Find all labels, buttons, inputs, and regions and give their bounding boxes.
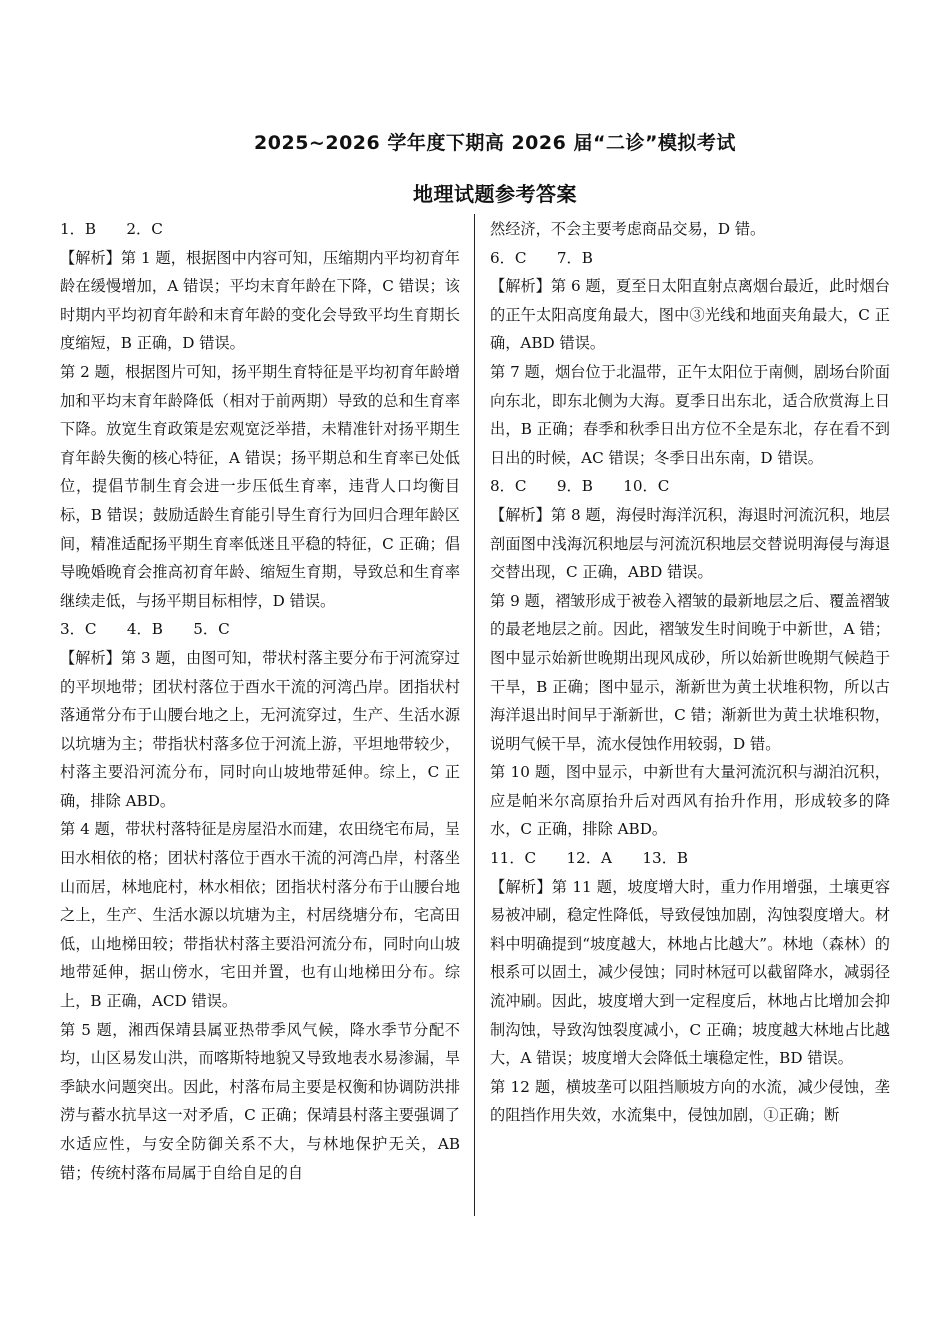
paragraph: 第 5 题，湘西保靖县属亚热带季风气候，降水季节分配不均，山区易发山洪，而喀斯特地貌又导致地表水易渗漏，旱季缺水问题突出。因此，村落布局主要是权衡和协调防洪排涝与蓄水抗旱这一对矛盾，C 正确；保靖县村落主要强调了水适应性，与安全防御关系不大，与林地保护无关，AB 错；传统村落布局属于自给自足的自: [60, 1020, 460, 1182]
paragraph: 【解析】第 6 题，夏至日太阳直射点离烟台最近，此时烟台的正午太阳高度角最大，图中③光线和地面夹角最大，C 正确，ABD 错误。: [490, 277, 890, 353]
right-column: [490, 215, 890, 1130]
answer-line: 11．C 12．A 13．B: [490, 849, 689, 868]
paragraph: 然经济，不会主要考虑商品交易，D 错。: [490, 220, 766, 238]
paragraph: 【解析】第 11 题，坡度增大时，重力作用增强，土壤更容易被冲刷，稳定性降低，导致侵蚀加剧，沟蚀裂度增大。材料中明确提到“坡度越大，林地占比越大”。林地（森林）的根系可以固土，减少侵蚀；同时林冠可以截留降水，减弱径流冲刷。因此，坡度增大到一定程度后，林地占比增加会抑制沟蚀，导致沟蚀裂度减小，C 正确；坡度越大林地占比越大，A 错误；坡度增大会降低土壤稳定性，BD 错误。: [490, 877, 890, 1068]
paragraph: 【解析】第 8 题，海侵时海洋沉积，海退时河流沉积，地层剖面图中浅海沉积地层与河流沉积地层交替说明海侵与海退交替出现，C 正确，ABD 错误。: [490, 505, 890, 582]
paragraph: 第 12 题，横坡垄可以阻挡顺坡方向的水流，减少侵蚀，垄的阻挡作用失效，水流集中，侵蚀加剧，①正确；断: [490, 1077, 890, 1125]
answer-line: 6．C 7．B: [490, 248, 593, 267]
paragraph: 第 7 题，烟台位于北温带，正午太阳位于南侧，剧场台阶面向东北，即东北侧为大海。夏季日出东北，适合欣赏海上日出，B 正确；春季和秋季日出方位不全是东北，存在看不到日出的时候，AC 错误；冬季日出东南，D 错误。: [490, 362, 890, 467]
paragraph: 第 2 题，根据图片可知，扬平期生育特征是平均初育年龄增加和平均末育年龄降低（相对于前两期）导致的总和生育率下降。放宽生育政策是宏观宽泛举措，未精准针对扬平期生育年龄失衡的核心特征，A 错误；扬平期总和生育率已处低位，提倡节制生育会进一步压低生育率，违背人口均衡目标，B 错误；鼓励适龄生育能引导生育行为回归合理年龄区间，精准适配扬平期生育率低迷且平稳的特征，C 正确；倡导晚婚晚育会推高初育年龄、缩短生育期，导致总和生育率继续走低，与扬平期目标相悖，D 错误。: [60, 362, 460, 610]
answer-line: 1．B 2．C: [60, 220, 163, 238]
answer-line: 3．C 4．B 5．C: [60, 620, 230, 639]
paragraph: 【解析】第 3 题，由图可知，带状村落主要分布于河流穿过的平坝地带；团状村落位于酉水干流的河湾凸岸。团指状村落通常分布于山腰台地之上，无河流穿过，生产、生活水源以坑塘为主；带指状村落多位于河流上游，平坦地带较少，村落主要沿河流分布，同时向山坡地带延伸。综上，C 正确，排除 ABD。: [60, 648, 460, 810]
column-divider: [474, 214, 475, 1216]
answer-line: 8．C 9．B 10．C: [490, 477, 670, 496]
left-column: [60, 215, 460, 1187]
page-title: 2025~2026 学年度下期高 2026 届“二诊”模拟考试: [254, 132, 736, 154]
paragraph: 第 10 题，图中显示，中新世有大量河流沉积与湖泊沉积，应是帕米尔高原抬升后对西风有抬升作用，形成较多的降水，C 正确，排除 ABD。: [490, 763, 890, 839]
paragraph: 第 9 题，褶皱形成于被卷入褶皱的最新地层之后、覆盖褶皱的最老地层之前。因此，褶皱发生时间晚于中新世，A 错；图中显示始新世晚期出现风成砂，所以始新世晚期气候趋于干旱，B 正确；图中显示，渐新世为黄土状堆积物，所以古海洋退出时间早于渐新世，C 错；渐新世为黄土状堆积物，说明气候干旱，流水侵蚀作用较弱，D 错。: [490, 591, 890, 753]
page-subtitle: 地理试题参考答案: [413, 182, 577, 206]
paragraph: 【解析】第 1 题，根据图中内容可知，压缩期内平均初育年龄在缓慢增加，A 错误；平均末育年龄在下降，C 错误；该时期内平均初育年龄和末育年龄的变化会导致平均生育期长度缩短，B 正确，D 错误。: [60, 248, 460, 353]
paragraph: 第 4 题，带状村落特征是房屋沿水而建，农田绕宅布局，呈田水相依的格；团状村落位于酉水干流的河湾凸岸，村落坐山而居，林地庇村，林水相依；团指状村落分布于山腰台地之上，生产、生活水源以坑塘为主，村居绕塘分布，宅高田低，山地梯田较；带指状村落主要沿河流分布，同时向山坡地带延伸，据山傍水，宅田并置，也有山地梯田分布。综上，B 正确，ACD 错误。: [60, 820, 460, 1011]
